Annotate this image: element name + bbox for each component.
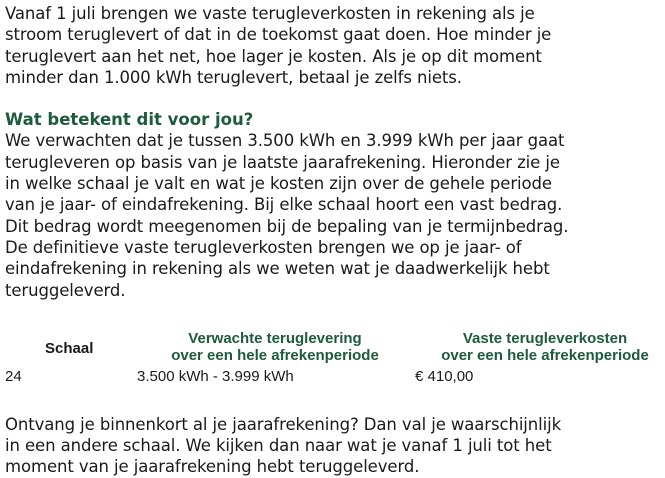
- section-line: van je jaar- of eindafrekening. Bij elke schaal hoort een vast bedrag.: [5, 195, 563, 215]
- header-schaal: Schaal: [45, 339, 94, 357]
- header-verwacht-line1: Verwachte teruglevering: [188, 329, 362, 347]
- intro-line: minder dan 1.000 kWh teruglevert, betaal je zelfs niets.: [5, 67, 462, 87]
- header-vaste-line1: Vaste terugleverkosten: [462, 329, 628, 347]
- header-verwacht-line2: over een hele afrekenperiode: [171, 346, 379, 364]
- header-verwachte-teruglevering: [155, 330, 395, 364]
- letter-content: [5, 3, 649, 478]
- outro-line: Ontvang je binnenkort al je jaarafrekening? Dan val je waarschijnlijk: [5, 414, 562, 434]
- section-line: teruggeleverd.: [5, 280, 126, 300]
- cell-vaste-terugleverkosten: € 410,00: [415, 367, 474, 385]
- section-line: We verwachten dat je tussen 3.500 kWh en 3.999 kWh per jaar gaat: [5, 131, 565, 151]
- intro-paragraph: [5, 3, 585, 88]
- outro-paragraph: [5, 414, 585, 478]
- cell-verwachte-teruglevering: 3.500 kWh - 3.999 kWh: [137, 367, 294, 385]
- section-line: eindafrekening in rekening als we weten wat je daadwerkelijk hebt: [5, 259, 550, 279]
- section-line: Dit bedrag wordt meegenomen bij de bepaling van je termijnbedrag.: [5, 216, 569, 236]
- intro-line: teruglevert aan het net, hoe lager je kosten. Als je op dit moment: [5, 46, 542, 66]
- intro-line: Vanaf 1 juli brengen we vaste terugleverkosten in rekening als je: [5, 4, 535, 23]
- section-heading: Wat betekent dit voor jou?: [5, 110, 254, 130]
- header-vaste-terugleverkosten: [425, 330, 665, 364]
- section-line: in welke schaal je valt en wat je kosten zijn over de gehele periode: [5, 174, 552, 194]
- outro-line: in een andere schaal. We kijken dan naar wat je vanaf 1 juli tot het: [5, 436, 552, 456]
- header-vaste-line2: over een hele afrekenperiode: [441, 346, 649, 364]
- cell-schaal: 24: [5, 367, 22, 385]
- section-paragraph: [5, 130, 585, 300]
- section-line: De definitieve vaste terugleverkosten brengen we op je jaar- of: [5, 237, 522, 257]
- outro-line: moment van je jaarafrekening hebt teruggeleverd.: [5, 457, 420, 477]
- schaal-table: [5, 329, 649, 392]
- intro-line: stroom teruglevert of dat in de toekomst gaat doen. Hoe minder je: [5, 25, 552, 45]
- section-line: terugleveren op basis van je laatste jaarafrekening. Hieronder zie je: [5, 152, 560, 172]
